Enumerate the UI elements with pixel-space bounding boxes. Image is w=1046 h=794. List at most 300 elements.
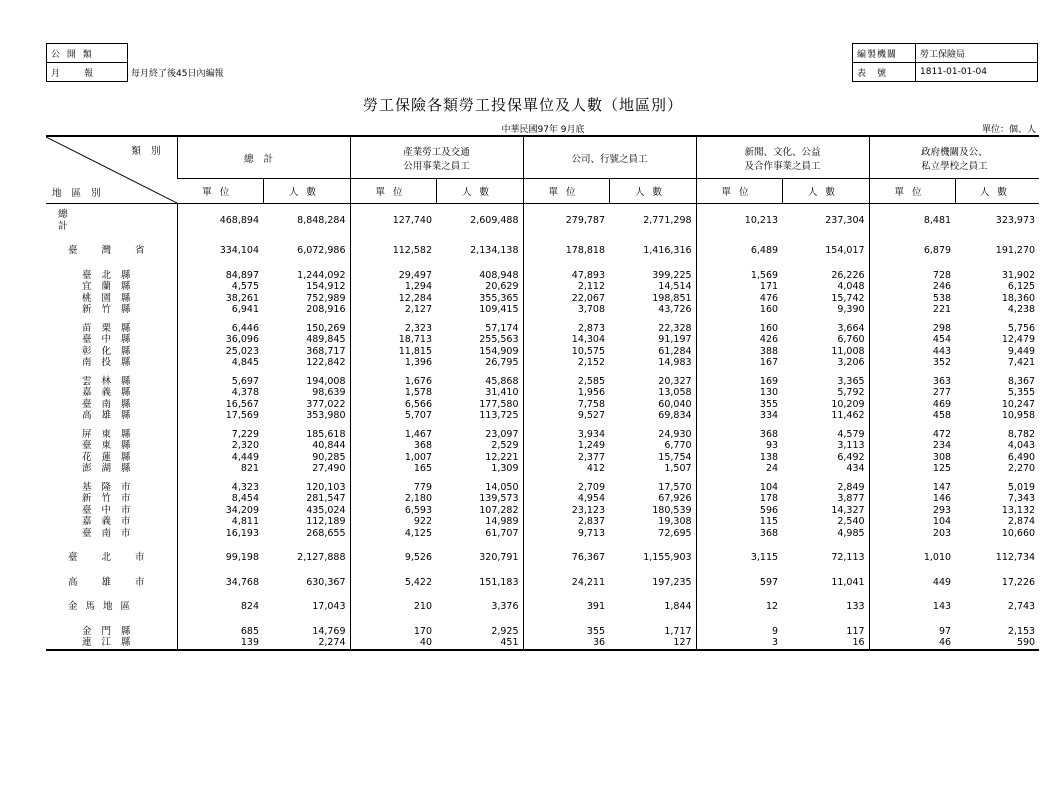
table-cell: 6,072,986: [263, 245, 350, 257]
table-row: [46, 323, 1039, 335]
table-row: [46, 429, 1039, 441]
region-name: 南投縣: [82, 357, 141, 368]
table-cell: 34,209: [225, 504, 259, 516]
table-cell: 451: [436, 637, 523, 650]
region-name: 高雄縣: [82, 410, 141, 421]
group-header: 產業勞工及交通 公用事業之員工: [350, 136, 523, 179]
region-name: 臺中縣: [82, 334, 141, 345]
table-cell: 355,365: [436, 293, 523, 305]
table-cell: 1,676: [404, 375, 433, 387]
table-cell: 9,526: [404, 552, 433, 563]
table-cell: 104: [759, 481, 779, 493]
table-row: [46, 463, 1039, 475]
table-cell: 18,713: [398, 334, 433, 345]
table-cell: 112,582: [392, 245, 433, 256]
table-cell: 29,497: [398, 269, 433, 281]
table-cell: 2,529: [436, 440, 523, 452]
table-cell: 221: [932, 304, 952, 315]
sub-header-units: 單位: [696, 179, 782, 204]
table-cell: 31,902: [1001, 269, 1036, 281]
table-cell: 208,916: [263, 304, 350, 316]
table-cell: 443: [932, 345, 952, 357]
table-cell: 2,377: [577, 451, 606, 463]
table-cell: 298: [932, 322, 952, 334]
table-cell: 16,567: [225, 398, 259, 410]
table-cell: 2,925: [436, 626, 523, 638]
table-cell: 6,125: [1007, 281, 1036, 292]
table-cell: 824: [240, 601, 259, 612]
table-cell: 171: [759, 281, 779, 292]
sub-header-units: 單位: [350, 179, 436, 204]
table-cell: 170: [413, 625, 433, 637]
table-cell: 61,284: [609, 346, 696, 358]
table-cell: 154,909: [436, 346, 523, 358]
region-name: 金馬地區: [68, 601, 139, 612]
table-cell: 8,454: [231, 493, 259, 504]
table-cell: 489,845: [263, 334, 350, 346]
table-cell: 125: [932, 463, 952, 474]
table-cell: 1,155,903: [609, 552, 696, 564]
region-name: 彰化縣: [82, 345, 141, 357]
spacer-row: [46, 539, 1039, 552]
table-cell: 1,467: [404, 428, 433, 440]
table-row: [46, 245, 1039, 257]
group-header: 總計: [177, 136, 350, 179]
table-cell: 4,575: [231, 281, 259, 292]
table-cell: 14,769: [263, 626, 350, 638]
table-cell: 14,514: [609, 281, 696, 293]
table-row: [46, 204, 1039, 233]
table-cell: 2,585: [577, 375, 606, 387]
table-cell: 178: [759, 493, 779, 504]
table-row: [46, 410, 1039, 422]
table-cell: 458: [932, 410, 952, 421]
region-name: 臺南市: [82, 527, 141, 539]
region-name: 屏東縣: [82, 428, 141, 440]
table-cell: 320,791: [436, 552, 523, 564]
table-cell: 191,270: [995, 245, 1036, 256]
table-cell: 2,849: [782, 482, 869, 494]
table-cell: 2,874: [1007, 516, 1036, 527]
table-cell: 4,043: [1007, 440, 1036, 451]
table-cell: 120,103: [263, 482, 350, 494]
table-cell: 355: [759, 398, 779, 410]
table-cell: 5,422: [404, 576, 433, 588]
region-name: 桃園縣: [82, 292, 141, 304]
table-cell: 4,378: [231, 387, 259, 398]
table-cell: 2,323: [404, 322, 433, 334]
table-cell: 6,941: [231, 304, 259, 315]
region-name: 臺中市: [82, 504, 141, 516]
table-cell: 36: [523, 637, 609, 650]
table-cell: 2,771,298: [609, 204, 696, 233]
table-cell: 399,225: [609, 270, 696, 282]
table-cell: 169: [759, 375, 779, 387]
table-cell: 2,274: [263, 637, 350, 650]
table-cell: 1,249: [577, 440, 606, 451]
table-cell: 98,639: [263, 387, 350, 399]
table-cell: 1,717: [609, 626, 696, 638]
spacer-row: [46, 564, 1039, 577]
region-name: 臺東縣: [82, 440, 141, 451]
region-name: 宜蘭縣: [82, 281, 141, 292]
table-cell: 143: [932, 601, 952, 612]
table-cell: 25,023: [225, 345, 259, 357]
table-cell: 22,328: [609, 323, 696, 335]
table-cell: 3,664: [782, 323, 869, 335]
table-cell: 17,043: [263, 601, 350, 613]
region-name: 新竹市: [82, 493, 141, 504]
table-row: [46, 601, 1039, 613]
unit-note: 單位：個、人: [981, 125, 1036, 135]
spacer-row: [46, 257, 1039, 270]
table-cell: 7,229: [231, 428, 259, 440]
table-cell: 61,707: [436, 528, 523, 540]
spacer-row: [46, 232, 1039, 245]
table-cell: 9,713: [577, 527, 606, 539]
table-cell: 728: [932, 269, 952, 281]
table-number-value: 1811-01-01-04: [916, 63, 1038, 82]
table-row: [46, 482, 1039, 494]
table-cell: 5,697: [231, 375, 259, 387]
corner-region-label: 地區別: [52, 188, 111, 199]
table-cell: 1,396: [404, 357, 433, 368]
table-cell: 377,022: [263, 399, 350, 411]
table-row: [46, 281, 1039, 293]
table-cell: 115: [759, 516, 779, 527]
table-cell: 476: [759, 292, 779, 304]
table-cell: 237,304: [782, 204, 869, 233]
table-cell: 9,527: [577, 410, 606, 421]
table-cell: 23,097: [436, 429, 523, 441]
table-cell: 15,742: [782, 293, 869, 305]
table-cell: 323,973: [995, 214, 1036, 226]
region-name: 臺南縣: [82, 398, 141, 410]
table-cell: 139,573: [436, 493, 523, 505]
table-cell: 10,209: [782, 399, 869, 411]
table-cell: 597: [759, 576, 779, 588]
table-cell: 4,048: [782, 281, 869, 293]
table-row: [46, 626, 1039, 638]
spacer-row: [46, 422, 1039, 429]
table-cell: 352: [932, 357, 952, 368]
compiling-agency-value: 勞工保險局: [916, 44, 1038, 63]
table-cell: 13,132: [1001, 504, 1036, 516]
table-cell: 2,153: [1007, 625, 1036, 637]
table-cell: 154,017: [782, 245, 869, 257]
table-cell: 97: [938, 625, 952, 637]
table-cell: 150,269: [263, 323, 350, 335]
table-cell: 60,040: [609, 399, 696, 411]
corner-category-label: 類別: [131, 146, 171, 157]
table-cell: 268,655: [263, 528, 350, 540]
sub-header-units: 單位: [177, 179, 263, 204]
table-cell: 130: [759, 387, 779, 398]
table-cell: 1,010: [923, 552, 952, 563]
table-cell: 1,244,092: [263, 270, 350, 282]
table-cell: 20,629: [436, 281, 523, 293]
table-cell: 18,360: [1001, 292, 1036, 304]
table-cell: 308: [932, 451, 952, 463]
table-cell: 1,294: [404, 281, 433, 292]
table-cell: 8,848,284: [263, 204, 350, 233]
table-cell: 472: [932, 428, 952, 440]
table-cell: 165: [413, 463, 433, 474]
table-cell: 26,226: [782, 270, 869, 282]
header-right-box: [852, 43, 1038, 82]
spacer-row: [46, 475, 1039, 482]
table-cell: 27,490: [263, 463, 350, 475]
table-row: [46, 387, 1039, 399]
table-cell: 177,580: [436, 399, 523, 411]
table-cell: 2,152: [577, 357, 606, 368]
table-cell: 2,320: [231, 440, 259, 451]
table-cell: 210: [413, 601, 433, 612]
table-cell: 2,743: [1007, 601, 1036, 612]
compile-deadline-note: 每月終了後45日內編報: [131, 69, 224, 79]
table-cell: 468,894: [219, 214, 259, 226]
table-cell: 72,695: [609, 528, 696, 540]
table-cell: 3: [696, 637, 782, 650]
table-number-label: 表 號: [853, 63, 916, 82]
region-name: 高雄市: [68, 576, 169, 588]
report-date: 中華民國97年 9月底: [501, 125, 585, 135]
table-cell: 2,837: [577, 516, 606, 527]
table-cell: 99,198: [225, 552, 259, 563]
table-corner: [46, 136, 177, 204]
table-cell: 449: [932, 576, 952, 588]
table-cell: 2,127,888: [263, 552, 350, 564]
table-cell: 146: [932, 493, 952, 504]
table-cell: 57,174: [436, 323, 523, 335]
table-row: [46, 440, 1039, 452]
table-cell: 147: [932, 481, 952, 493]
page-title: 勞工保險各類勞工投保單位及人數（地區別）: [362, 96, 683, 114]
table-cell: 109,415: [436, 304, 523, 316]
table-cell: 10,575: [571, 345, 606, 357]
table-row: [46, 304, 1039, 316]
table-cell: 2,873: [577, 322, 606, 334]
table-cell: 1,309: [436, 463, 523, 475]
spacer-row: [46, 369, 1039, 376]
table-cell: 9,449: [1007, 345, 1036, 357]
table-cell: 16,193: [225, 527, 259, 539]
table-cell: 107,282: [436, 505, 523, 517]
table-cell: 3,708: [577, 304, 606, 315]
table-cell: 5,019: [1007, 481, 1036, 493]
table-cell: 160: [759, 322, 779, 334]
table-cell: 821: [240, 463, 259, 474]
table-cell: 6,879: [923, 245, 952, 256]
sub-header-persons: 人數: [609, 179, 696, 204]
sub-header-persons: 人數: [955, 179, 1039, 204]
table-cell: 434: [782, 463, 869, 475]
table-cell: 408,948: [436, 270, 523, 282]
table-cell: 596: [759, 504, 779, 516]
table-cell: 43,726: [609, 304, 696, 316]
table-cell: 9: [772, 625, 779, 637]
table-cell: 368,717: [263, 346, 350, 358]
table-cell: 6,489: [750, 245, 779, 256]
table-row: [46, 577, 1039, 589]
table-row: [46, 505, 1039, 517]
sub-header-persons: 人數: [436, 179, 523, 204]
table-row: [46, 293, 1039, 305]
table-row: [46, 493, 1039, 505]
table-cell: 72,113: [782, 552, 869, 564]
table-cell: 4,238: [1007, 304, 1036, 315]
table-cell: 112,189: [263, 516, 350, 528]
table-cell: 4,845: [231, 357, 259, 368]
table-cell: 293: [932, 504, 952, 516]
table-cell: 353,980: [263, 410, 350, 422]
table-cell: 8,367: [1007, 375, 1036, 387]
table-cell: 1,844: [609, 601, 696, 613]
table-cell: 40: [350, 637, 436, 650]
table-cell: 9,390: [782, 304, 869, 316]
table-cell: 14,304: [571, 334, 606, 345]
table-cell: 139: [177, 637, 263, 650]
table-cell: 469: [932, 398, 952, 410]
table-cell: 26,795: [436, 357, 523, 369]
table-cell: 368: [759, 527, 779, 539]
table-cell: 17,570: [609, 482, 696, 494]
table-cell: 2,127: [404, 304, 433, 315]
region-name: 基隆市: [82, 481, 141, 493]
public-category-label: 公 開 類: [47, 44, 128, 63]
table-row: [46, 270, 1039, 282]
table-cell: 6,760: [782, 334, 869, 346]
region-name: 澎湖縣: [82, 463, 141, 474]
table-cell: 426: [759, 334, 779, 345]
table-cell: 3,934: [577, 428, 606, 440]
table-cell: 538: [932, 292, 952, 304]
table-cell: 3,376: [436, 601, 523, 613]
table-cell: 12,221: [436, 452, 523, 464]
table-cell: 363: [932, 375, 952, 387]
table-row: [46, 346, 1039, 358]
table-cell: 1,416,316: [609, 245, 696, 257]
table-cell: 160: [759, 304, 779, 315]
table-cell: 178,818: [565, 245, 606, 256]
table-cell: 151,183: [436, 577, 523, 589]
table-cell: 1,578: [404, 387, 433, 398]
report-frequency-label: 月 報: [47, 63, 128, 82]
table-cell: 14,983: [609, 357, 696, 369]
table-cell: 368: [413, 440, 433, 451]
region-name: 臺北縣: [82, 269, 141, 281]
table-cell: 127,740: [392, 214, 433, 226]
table-cell: 45,868: [436, 376, 523, 388]
table-cell: 7,421: [1007, 357, 1036, 368]
table-cell: 117: [782, 626, 869, 638]
table-cell: 4,125: [404, 527, 433, 539]
table-cell: 2,709: [577, 481, 606, 493]
table-cell: 10,247: [1001, 398, 1036, 410]
region-name: 金門縣: [82, 625, 141, 637]
table-cell: 630,367: [263, 577, 350, 589]
table-cell: 104: [932, 516, 952, 527]
table-cell: 112,734: [995, 552, 1036, 563]
table-cell: 3,113: [782, 440, 869, 452]
table-cell: 590: [955, 637, 1039, 650]
region-name: 嘉義縣: [82, 387, 141, 398]
region-name: 雲林縣: [82, 375, 141, 387]
table-cell: 334,104: [219, 245, 259, 256]
table-cell: 277: [932, 387, 952, 398]
table-cell: 154,912: [263, 281, 350, 293]
table-cell: 3,365: [782, 376, 869, 388]
table-cell: 7,343: [1007, 493, 1036, 504]
table-cell: 6,593: [404, 504, 433, 516]
table-row: [46, 357, 1039, 369]
table-cell: 180,539: [609, 505, 696, 517]
table-cell: 122,842: [263, 357, 350, 369]
table-cell: 113,725: [436, 410, 523, 422]
group-header: 政府機關及公、 私立學校之員工: [869, 136, 1039, 179]
table-cell: 10,213: [744, 214, 779, 226]
table-cell: 203: [932, 527, 952, 539]
table-cell: 255,563: [436, 334, 523, 346]
table-cell: 11,815: [398, 345, 433, 357]
table-cell: 3,115: [750, 552, 779, 563]
table-cell: 391: [586, 601, 606, 612]
table-cell: 11,008: [782, 346, 869, 358]
table-cell: 1,956: [577, 387, 606, 398]
table-cell: 8,782: [1007, 428, 1036, 440]
table-cell: 46: [869, 637, 955, 650]
table-cell: 91,197: [609, 334, 696, 346]
table-cell: 36,096: [225, 334, 259, 345]
table-cell: 2,134,138: [436, 245, 523, 257]
table-cell: 5,707: [404, 410, 433, 421]
table-cell: 454: [932, 334, 952, 345]
table-cell: 4,323: [231, 481, 259, 493]
table-cell: 22,067: [571, 292, 606, 304]
table-cell: 67,926: [609, 493, 696, 505]
table-cell: 13,058: [609, 387, 696, 399]
table-cell: 38,261: [225, 292, 259, 304]
spacer-row: [46, 588, 1039, 601]
sub-header-units: 單位: [869, 179, 955, 204]
table-cell: 198,851: [609, 293, 696, 305]
table-cell: 10,660: [1001, 527, 1036, 539]
table-cell: 2,270: [1007, 463, 1036, 474]
table-cell: 6,492: [782, 452, 869, 464]
table-cell: 6,446: [231, 322, 259, 334]
region-name: 苗栗縣: [82, 322, 141, 334]
table-cell: 368: [759, 428, 779, 440]
table-cell: 47,893: [571, 269, 606, 281]
table-cell: 779: [413, 481, 433, 493]
table-cell: 15,754: [609, 452, 696, 464]
table-cell: 4,954: [577, 493, 606, 504]
sub-header-persons: 人數: [782, 179, 869, 204]
table-cell: 24,211: [571, 576, 606, 588]
group-header: 公司、行號之員工: [523, 136, 696, 179]
region-name: 新竹縣: [82, 304, 141, 315]
table-cell: 2,609,488: [436, 204, 523, 233]
table-cell: 76,367: [571, 552, 606, 563]
table-cell: 7,758: [577, 398, 606, 410]
spacer-row: [46, 316, 1039, 323]
table-row: [46, 334, 1039, 346]
table-row: [46, 376, 1039, 388]
table-cell: 194,008: [263, 376, 350, 388]
table-cell: 20,327: [609, 376, 696, 388]
table-row: [46, 516, 1039, 528]
table-cell: 388: [759, 345, 779, 357]
